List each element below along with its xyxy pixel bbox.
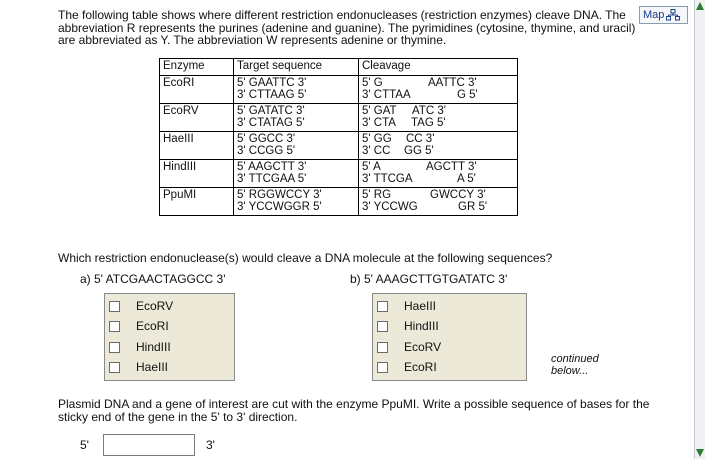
- enzyme-name: HaeIII: [160, 132, 234, 160]
- map-button[interactable]: [639, 6, 688, 24]
- checkbox[interactable]: [109, 321, 120, 332]
- table-row: [160, 104, 518, 132]
- enzyme-table: [159, 58, 518, 216]
- enzyme-name: EcoRV: [160, 104, 234, 132]
- checkbox[interactable]: [109, 342, 120, 353]
- part-a-options-panel: [104, 293, 235, 381]
- table-row: [160, 160, 518, 188]
- scroll-down-arrow-icon[interactable]: [696, 449, 704, 457]
- option-ecorv-a[interactable]: EcoRV: [109, 298, 173, 314]
- five-prime-label: 5': [80, 438, 89, 452]
- continued-note: continued below...: [551, 353, 599, 377]
- header-enzyme: Enzyme: [160, 59, 234, 76]
- checkbox[interactable]: [377, 321, 388, 332]
- target-sequence: 5' RGGWCCY 3' 3' YCCWGGR 5': [234, 188, 359, 216]
- header-target-sequence: Target sequence: [234, 59, 359, 76]
- option-hindiii-a[interactable]: HindIII: [109, 339, 171, 355]
- plasmid-question-text: Plasmid DNA and a gene of interest are cut with the enzyme PpuMI. Write a possible sequence of bases for the sticky end of the gene in the 5' to 3' direction.: [58, 397, 650, 424]
- sticky-end-answer-input[interactable]: [103, 434, 195, 456]
- part-b-label: b) 5' AAAGCTTGTGATATC 3': [350, 272, 508, 286]
- part-b-options-panel: [372, 293, 527, 381]
- network-map-icon: [666, 9, 680, 21]
- option-ecori-a[interactable]: EcoRI: [109, 318, 169, 334]
- checkbox[interactable]: [109, 362, 120, 373]
- checkbox[interactable]: [377, 342, 388, 353]
- cleavage: 5' G AATTC 3' 3' CTTAA G 5': [359, 76, 518, 104]
- table-header-row: [160, 59, 518, 76]
- cleavage: 5' RG GWCCY 3' 3' YCCWG GR 5': [359, 188, 518, 216]
- target-sequence: 5' GATATC 3' 3' CTATAG 5': [234, 104, 359, 132]
- table-row: [160, 132, 518, 160]
- option-ecorv-b[interactable]: EcoRV: [377, 339, 441, 355]
- scroll-up-arrow-icon[interactable]: [696, 2, 704, 10]
- enzyme-name: EcoRI: [160, 76, 234, 104]
- target-sequence: 5' GAATTC 3' 3' CTTAAG 5': [234, 76, 359, 104]
- cleavage: 5' A AGCTT 3' 3' TTCGA A 5': [359, 160, 518, 188]
- option-haeiii-b[interactable]: HaeIII: [377, 298, 436, 314]
- table-row: [160, 188, 518, 216]
- option-haeiii-a[interactable]: HaeIII: [109, 359, 168, 375]
- part-a-label: a) 5' ATCGAACTAGGCC 3': [80, 272, 226, 286]
- checkbox[interactable]: [377, 301, 388, 312]
- option-hindiii-b[interactable]: HindIII: [377, 318, 439, 334]
- enzyme-name: HindIII: [160, 160, 234, 188]
- vertical-scrollbar[interactable]: [694, 0, 705, 459]
- intro-text: The following table shows where different restriction endonucleases (restriction enzymes) cleave DNA. The abbreviation R represents the purines (adenine and guanine). The pyrimidines (cytosine, thymine, and uracil) are abbreviated as Y. The abbreviation W represents adenine or thymine.: [58, 8, 636, 47]
- header-cleavage: Cleavage: [359, 59, 518, 76]
- target-sequence: 5' GGCC 3' 3' CCGG 5': [234, 132, 359, 160]
- option-ecori-b[interactable]: EcoRI: [377, 359, 437, 375]
- checkbox[interactable]: [377, 362, 388, 373]
- enzyme-name: PpuMI: [160, 188, 234, 216]
- table-row: [160, 76, 518, 104]
- target-sequence: 5' AAGCTT 3' 3' TTCGAA 5': [234, 160, 359, 188]
- checkbox[interactable]: [109, 301, 120, 312]
- cleavage: 5' GAT ATC 3' 3' CTA TAG 5': [359, 104, 518, 132]
- cleavage: 5' GG CC 3' 3' CC GG 5': [359, 132, 518, 160]
- question-text: Which restriction endonuclease(s) would cleave a DNA molecule at the following sequences?: [58, 251, 553, 265]
- three-prime-label: 3': [206, 438, 215, 452]
- map-button-label: Map: [643, 9, 665, 21]
